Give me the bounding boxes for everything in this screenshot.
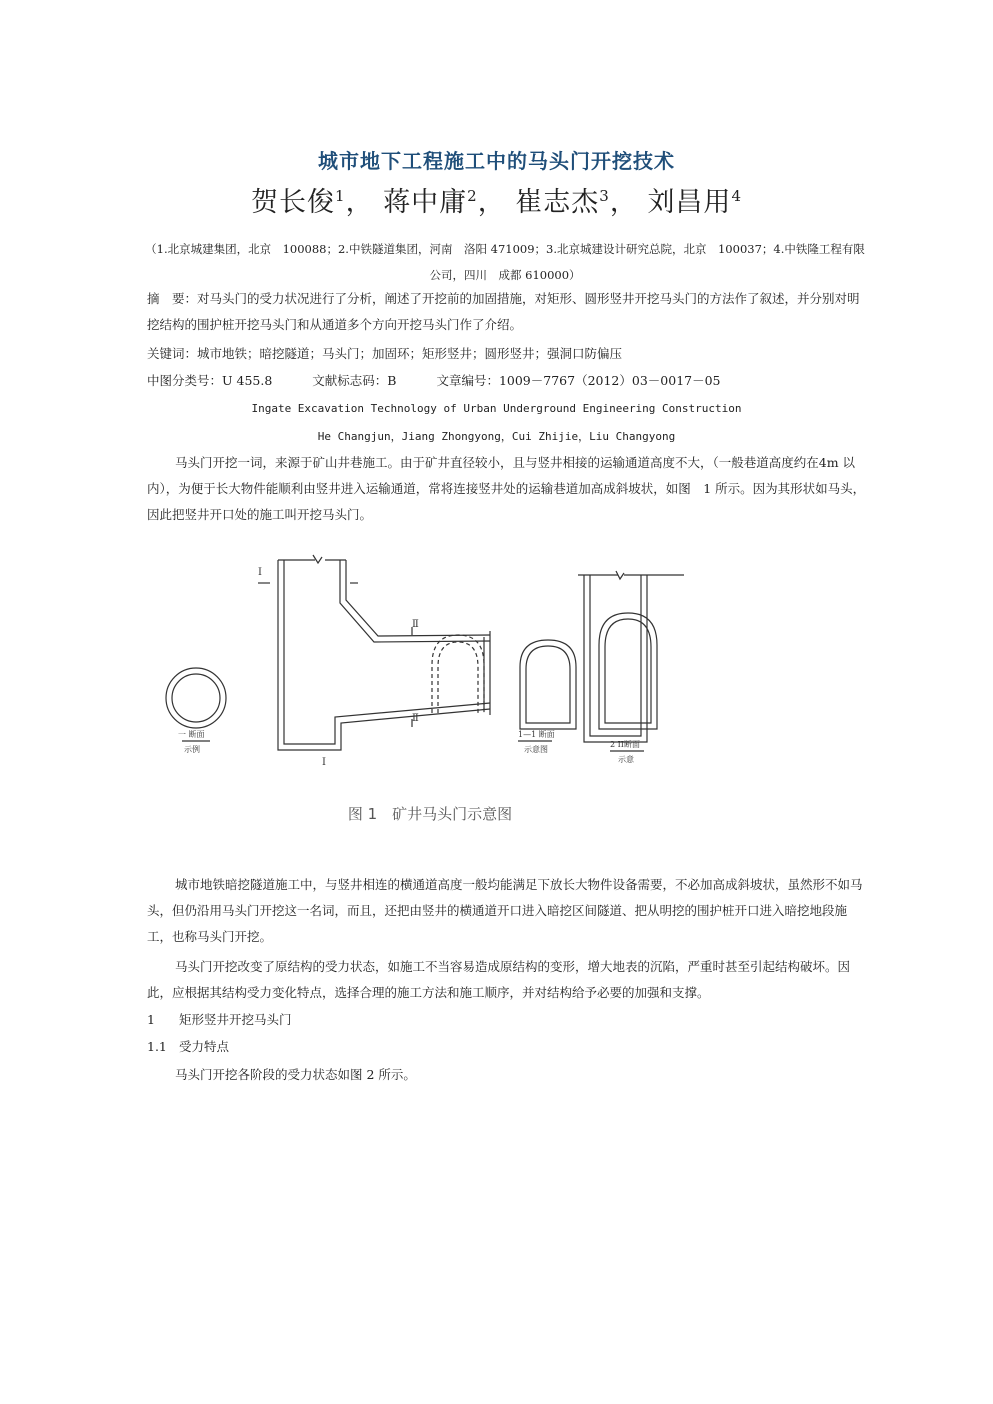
article-number: 文章编号：1009－7767（2012）03－0017－05 (436, 373, 721, 388)
section-number: 1 (147, 1012, 155, 1027)
author-affil-index: 1 (335, 187, 346, 205)
section-title: 矩形竖井开挖马头门 (179, 1012, 292, 1027)
break-mark (313, 555, 322, 563)
arch-section-outer (520, 640, 576, 729)
subsection-heading (147, 1034, 867, 1060)
circle-section-label: 一 断面 (178, 730, 205, 739)
ingate-arch-opening-inner (438, 642, 478, 713)
author-name: 刘昌用 (647, 187, 732, 218)
circular-shaft-outer (166, 668, 226, 728)
shaft-inner-wall (284, 560, 490, 744)
box-section-inner (590, 575, 641, 736)
author-affil-index: 3 (599, 187, 610, 205)
section-mark-label: Ⅰ (322, 757, 326, 768)
section-mark-label: Ⅰ (258, 567, 262, 578)
english-authors: He Changjun，Jiang Zhongyong，Cui Zhijie，Liu Changyong (317, 430, 676, 443)
author-separator: ， (609, 187, 638, 218)
box-section-label: 2 II断面 (610, 740, 640, 749)
section-heading (147, 1007, 867, 1033)
circular-shaft-inner (172, 674, 220, 722)
figure-1 (150, 545, 710, 845)
arch-section-label: 1—1 断面 (518, 730, 555, 739)
box-section-outer (584, 575, 647, 742)
paragraph: 城市地铁暗挖隧道施工中，与竖井相连的横通道高度一般均能满足下放长大物件设备需要，不必加高成斜坡状，虽然形不如马头，但仍沿用马头门开挖这一名词，而且，还把由竖井的横通道开口进入暗挖区间隧道、把从明挖的围护桩开口进入暗挖地段施工，也称马头门开挖。 (147, 877, 863, 944)
affiliations: （1.北京城建集团，北京 100088；2.中铁隧道集团，河南 洛阳 471009；3.北京城建设计研究总院，北京 100037；4.中铁隆工程有限公司，四川 成都 610000） (145, 242, 865, 282)
author-list (0, 180, 993, 219)
box-section-label: 示意 (618, 755, 634, 764)
paragraph: 马头门开挖一词，来源于矿山井巷施工。由于矿井直径较小，且与竖井相接的运输通道高度不大，（一般巷道高度约在4m 以内），为便于长大物件能顺利由竖井进入运输通道，常将连接竖井处的运输巷道加高成斜坡状，如图 1 所示。因为其形状如马头，因此把竖井开口处的施工叫开挖马头门。 (147, 455, 866, 522)
abstract: 摘 要：对马头门的受力状况进行了分析，阐述了开挖前的加固措施，对矩形、圆形竖井开挖马头门的方法作了叙述，并分别对明挖结构的围护桩开挖马头门和从通道多个方向开挖马头门作了介绍。 (147, 291, 860, 332)
author-name: 蒋中庸 (383, 187, 468, 218)
arch-section-inner (526, 646, 570, 723)
english-title: Ingate Excavation Technology of Urban Underground Engineering Construction (251, 402, 742, 415)
classification-line (147, 368, 867, 394)
subsection-title: 受力特点 (179, 1039, 230, 1054)
paragraph: 马头门开挖改变了原结构的受力状态，如施工不当容易造成原结构的变形，增大地表的沉陷，严重时甚至引起结构破坏。因此，应根据其结构受力变化特点，选择合理的施工方法和施工顺序，并对结构给予必要的加强和支撑。 (147, 959, 851, 1000)
author-affil-index: 4 (731, 187, 742, 205)
section-mark-label: Ⅱ (412, 713, 419, 724)
circle-section-label: 示例 (184, 745, 200, 754)
subsection-number: 1.1 (147, 1039, 167, 1054)
document-code: 文献标志码：B (312, 373, 397, 388)
author-name: 崔志杰 (515, 187, 600, 218)
author-separator: ， (477, 187, 506, 218)
section-mark-label: Ⅱ (412, 619, 419, 630)
arch-section-label: 示意图 (524, 745, 548, 754)
ingate-arch-opening (432, 635, 484, 713)
author-separator: ， (345, 187, 374, 218)
author-name: 贺长俊 (251, 187, 336, 218)
shaft-outer-wall (278, 560, 490, 750)
paragraph: 马头门开挖各阶段的受力状态如图 2 所示。 (175, 1067, 416, 1082)
clc-number: 中图分类号：U 455.8 (147, 373, 273, 388)
paper-title: 城市地下工程施工中的马头门开挖技术 (318, 149, 675, 173)
figure-caption: 图 1 矿井马头门示意图 (347, 805, 513, 823)
keywords: 关键词：城市地铁；暗挖隧道；马头门；加固环；矩形竖井；圆形竖井；强洞口防偏压 (147, 346, 623, 361)
author-affil-index: 2 (467, 187, 478, 205)
box-arch-inner (605, 619, 651, 723)
